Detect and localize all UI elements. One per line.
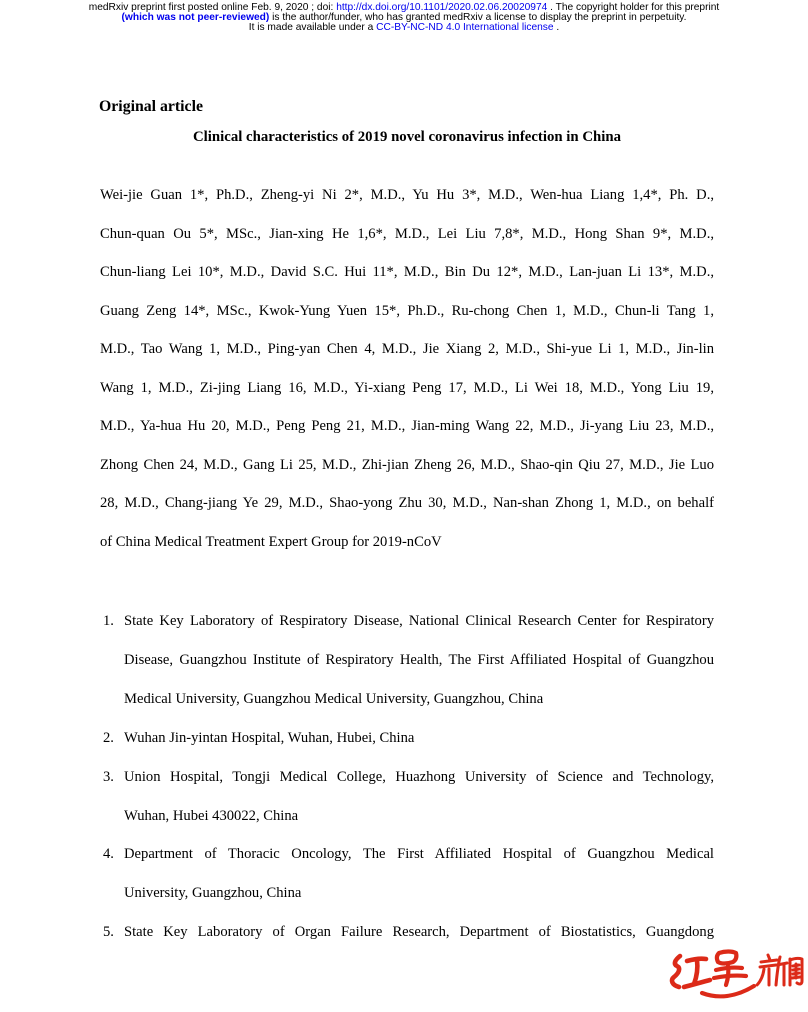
affiliation-number: 2. xyxy=(103,729,114,746)
affiliation-item xyxy=(100,835,714,913)
affiliation-number: 3. xyxy=(103,768,114,785)
affiliation-line: Medical University, Guangzhou Medical University, Guangzhou, China xyxy=(124,690,544,707)
header-text: . The copyright holder for this preprint xyxy=(547,2,720,13)
author-line: Guang Zeng 14*, MSc., Kwok-Yung Yuen 15*, Ph.D., Ru-chong Chen 1, M.D., Chun-li Tang 1, xyxy=(100,302,714,319)
affiliation-item xyxy=(100,719,714,758)
license-link[interactable]: CC-BY-NC-ND 4.0 International license xyxy=(376,22,554,34)
doi-link[interactable]: http://dx.doi.org/10.1101/2020.02.06.20020974 xyxy=(336,2,548,13)
affiliation-number: 4. xyxy=(103,846,114,863)
header-line-3 xyxy=(0,23,808,33)
affiliation-line: Wuhan Jin-yintan Hospital, Wuhan, Hubei, China xyxy=(124,729,415,746)
medrxiv-header xyxy=(0,3,808,33)
affiliation-line: Disease, Guangzhou Institute of Respiratory Health, The First Affiliated Hospital of Guangzhou xyxy=(124,651,714,668)
header-text: medRxiv preprint first posted online Feb. 9, 2020 ; doi: xyxy=(88,2,337,13)
red-star-news-calligraphy-icon xyxy=(664,946,804,1001)
affiliation-item xyxy=(100,758,714,836)
not-peer-reviewed-note: (which was not peer-reviewed) xyxy=(121,12,270,24)
author-line: Zhong Chen 24, M.D., Gang Li 25, M.D., Zhi-jian Zheng 26, M.D., Shao-qin Qiu 27, M.D., Jie Luo xyxy=(100,456,714,473)
author-line: Wang 1, M.D., Zi-jing Liang 16, M.D., Yi-xiang Peng 17, M.D., Li Wei 18, M.D., Yong Liu 19, xyxy=(100,379,714,396)
author-line: 28, M.D., Chang-jiang Ye 29, M.D., Shao-yong Zhu 30, M.D., Nan-shan Zhong 1, M.D., on behalf xyxy=(100,495,714,511)
red-star-news-logo xyxy=(664,946,804,1001)
paper-title: Clinical characteristics of 2019 novel coronavirus infection in China xyxy=(193,129,621,145)
header-text: is the author/funder, who has granted medRxiv a license to display the preprint in perpetuity. xyxy=(269,12,687,24)
affiliation-line: Department of Thoracic Oncology, The First Affiliated Hospital of Guangzhou Medical xyxy=(124,846,714,863)
affiliation-item xyxy=(100,913,714,952)
affiliation-number: 1. xyxy=(103,613,114,629)
affiliation-item xyxy=(100,602,714,719)
section-label: Original article xyxy=(99,98,203,115)
author-list xyxy=(100,176,714,561)
affiliation-number: 5. xyxy=(103,924,114,941)
author-line: M.D., Tao Wang 1, M.D., Ping-yan Chen 4, M.D., Jie Xiang 2, M.D., Shi-yue Li 1, M.D., Jin-lin xyxy=(100,341,714,357)
affiliation-line: State Key Laboratory of Organ Failure Research, Department of Biostatistics, Guangdong xyxy=(124,924,714,941)
author-line: of China Medical Treatment Expert Group for 2019-nCoV xyxy=(100,533,442,550)
author-line: Chun-liang Lei 10*, M.D., David S.C. Hui 11*, M.D., Bin Du 12*, M.D., Lan-juan Li 13*, M.D., xyxy=(100,264,714,280)
header-text: . xyxy=(553,22,560,34)
header-text: It is made available under a xyxy=(248,22,377,34)
affiliation-line: University, Guangzhou, China xyxy=(124,885,302,902)
author-line: Wei-jie Guan 1*, Ph.D., Zheng-yi Ni 2*, M.D., Yu Hu 3*, M.D., Wen-hua Liang 1,4*, Ph. D., xyxy=(100,187,714,203)
author-line: Chun-quan Ou 5*, MSc., Jian-xing He 1,6*, M.D., Lei Liu 7,8*, M.D., Hong Shan 9*, M.D., xyxy=(100,225,714,242)
affiliation-line: State Key Laboratory of Respiratory Disease, National Clinical Research Center for Respiratory xyxy=(124,613,714,629)
affiliation-line: Wuhan, Hubei 430022, China xyxy=(124,807,299,824)
affiliation-line: Union Hospital, Tongji Medical College, Huazhong University of Science and Technology, xyxy=(124,768,714,785)
affiliation-list xyxy=(100,602,714,952)
author-line: M.D., Ya-hua Hu 20, M.D., Peng Peng 21, M.D., Jian-ming Wang 22, M.D., Ji-yang Liu 23, M.D., xyxy=(100,418,714,434)
